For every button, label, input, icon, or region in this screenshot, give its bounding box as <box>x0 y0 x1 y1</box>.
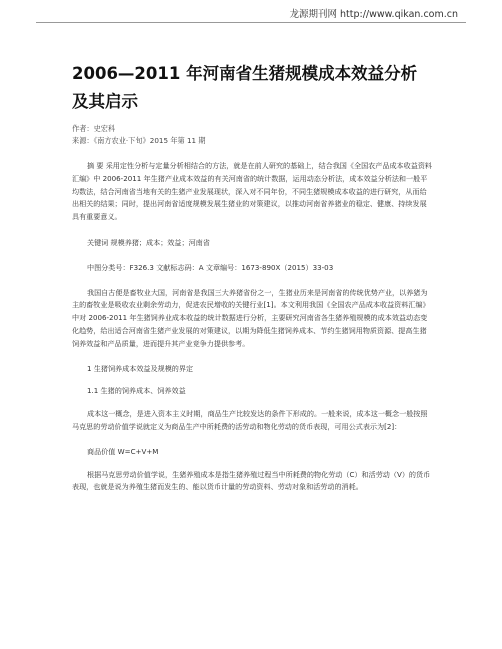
formula-line: 商品价值 W=C+V+M <box>87 446 159 456</box>
intro-paragraph: 我国自古便是畜牧业大国，河南省是我国三大养猪省份之一，生猪业历来是河南省的传统优势产业，以养猪为主的畜牧业是吸收农业剩余劳动力，促进农民增收的关键行业[1]。本文利用我国《全国农产品成本收益资料汇编》中对 2006-2011 年生猪饲养业成本收益的统计数据进行分析，主要研究河南省各生猪养殖规模的成本效益动态变化趋势，给出适合河南省生猪产业发展的对策建议，以期为降低生猪饲养成本、节约生猪饲用物质资源、提高生猪饲养效益和产品质量，进而提升其产业竞争力提供参考。 <box>72 287 430 348</box>
section-heading: 1 生猪饲养成本效益及规模的界定 <box>87 363 194 373</box>
header-divider <box>36 22 466 23</box>
source-line: 来源：《南方农业·下旬》2015 年第 11 期 <box>72 136 206 145</box>
article-body <box>72 60 432 494</box>
author-line: 作者：史宏科 <box>72 124 116 133</box>
abstract-paragraph: 摘 要 采用定性分析与定量分析相结合的方法，就是在前人研究的基础上，结合我国《全国农产品成本收益资料汇编》中 2006-2011 年生猪产业成本效益的有关河南省的统计数据，运用动态分析法，成本效益分析法和一般平均数法，结合河南省当地有关的生猪产业发展现状，深入对不同年份，不同生猪规模成本收益的进行研究，从而给出相关的结果；同时，提出河南省适度规模发展生猪业的对策建议，以推动河南省养猪业的稳定、健康、持续发展具有重要意义。 <box>72 161 433 222</box>
concept-paragraph: 成本这一概念，是进入资本主义时期，商品生产比较发达的条件下形成的。一般来说，成本这一概念一般按照马克思的劳动价值学说就定义为商品生产中所耗费的活劳动和物化劳动的货币表现，可用公式表示为[2]： <box>72 409 428 431</box>
classification-line: 中图分类号：F326.3 文献标志码：A 文章编号：1673-890X（2015）33-03 <box>87 262 334 272</box>
labor-theory-paragraph: 根据马克思劳动价值学说，生猪养殖成本是指生猪养殖过程当中所耗费的物化劳动（C）和活劳动（V）的货币表现，也就是说为养殖生猪而发生的、能以货币计量的劳动资料、劳动对象和活劳动的消耗。 <box>72 469 431 492</box>
article-meta <box>72 123 432 147</box>
keywords-line: 关键词 规模养猪；成本；效益；河南省 <box>87 237 210 247</box>
article-title: 2006—2011 年河南省生猪规模成本效益分析及其启示 <box>72 64 418 111</box>
subsection-heading: 1.1 生猪的饲养成本、饲养效益 <box>87 386 186 396</box>
site-header[interactable]: 龙源期刊网 http://www.qikan.com.cn <box>289 9 458 20</box>
